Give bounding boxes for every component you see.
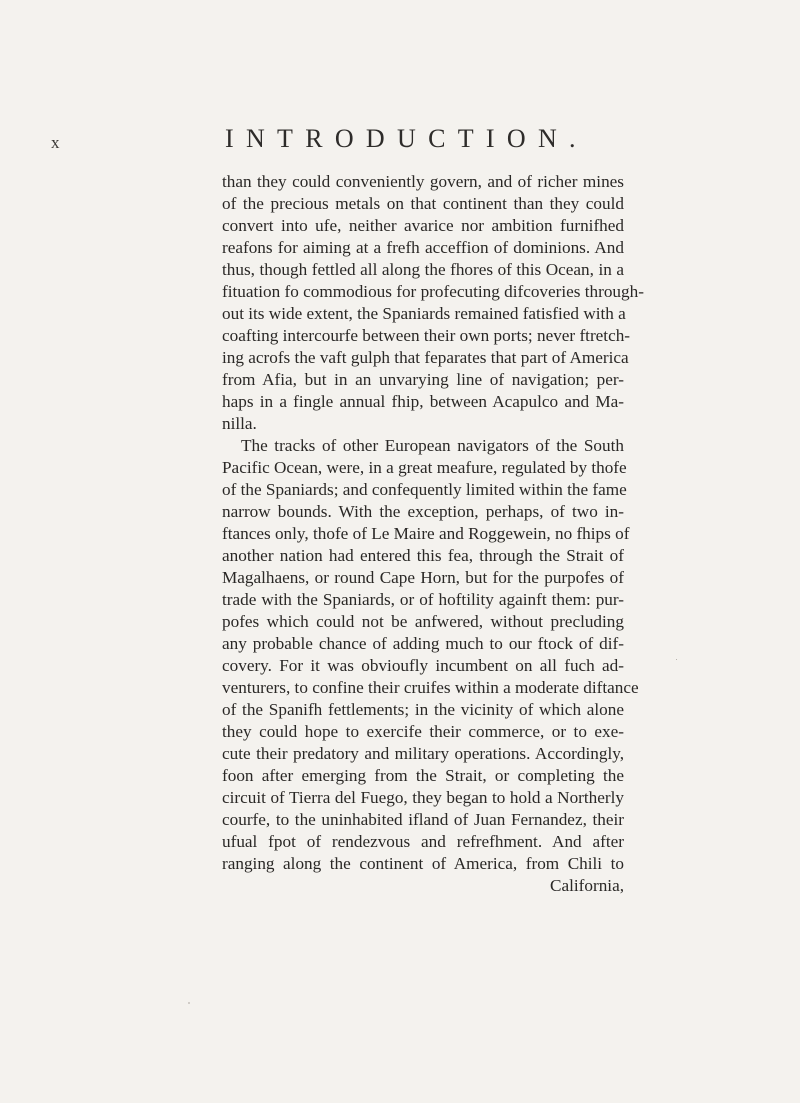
text-line: of the Spaniards; and confequently limited within the fame [222,480,627,499]
text-line: of the Spanifh fettlements; in the vicinity of which alone [222,700,624,719]
text-line: fituation fo commodious for profecuting difcoveries through- [222,282,644,301]
text-line: than they could conveniently govern, and of richer mines [222,172,624,191]
text-line: any probable chance of adding much to our ftock of dif- [222,634,624,653]
text-line: ufual fpot of rendezvous and refrefhment. And after [222,832,624,851]
text-line: another nation had entered this fea, through the Strait of [222,546,624,565]
text-line: Magalhaens, or round Cape Horn, but for the purpofes of [222,568,624,587]
text-line: thus, though fettled all along the fhores of this Ocean, in a [222,260,624,279]
text-line: out its wide extent, the Spaniards remained fatisfied with a [222,304,626,323]
text-line: covery. For it was obvioufly incumbent on all fuch ad- [222,656,624,675]
text-line: ranging along the continent of America, from Chili to [222,854,624,873]
text-line: ing acrofs the vaft gulph that feparates that part of America [222,348,629,367]
text-line: from Afia, but in an unvarying line of navigation; per- [222,370,624,389]
paper-speck [676,659,677,660]
text-line: they could hope to exercife their commerce, or to exe- [222,722,624,741]
catchword: California, [550,876,624,895]
text-line: coafting intercourfe between their own ports; never ftretch- [222,326,631,345]
text-line: of the precious metals on that continent than they could [222,194,624,213]
text-line: nilla. [222,414,257,433]
text-line: foon after emerging from the Strait, or completing the [222,766,624,785]
body-text [222,171,644,897]
text-line: haps in a fingle annual fhip, between Acapulco and Ma- [222,392,624,411]
running-head: INTRODUCTION. [225,124,588,153]
text-line: Pacific Ocean, were, in a great meafure, regulated by thofe [222,458,627,477]
text-line: courfe, to the uninhabited ifland of Juan Fernandez, their [222,810,624,829]
page-number: x [51,133,61,152]
text-line: reafons for aiming at a frefh acceffion of dominions. And [222,238,624,257]
text-line: The tracks of other European navigators of the South [241,436,624,455]
text-line: trade with the Spaniards, or of hoftility againft them: pur- [222,590,624,609]
text-line: circuit of Tierra del Fuego, they began to hold a Northerly [222,788,624,807]
text-line: convert into ufe, neither avarice nor ambition furnifhed [222,216,624,235]
text-line: venturers, to confine their cruifes within a moderate diftance [222,678,639,697]
paper-speck [188,1002,190,1004]
text-line: cute their predatory and military operations. Accordingly, [222,744,624,763]
text-line: pofes which could not be anfwered, without precluding [222,612,624,631]
text-line: narrow bounds. With the exception, perhaps, of two in- [222,502,624,521]
text-line: ftances only, thofe of Le Maire and Roggewein, no fhips of [222,524,630,543]
